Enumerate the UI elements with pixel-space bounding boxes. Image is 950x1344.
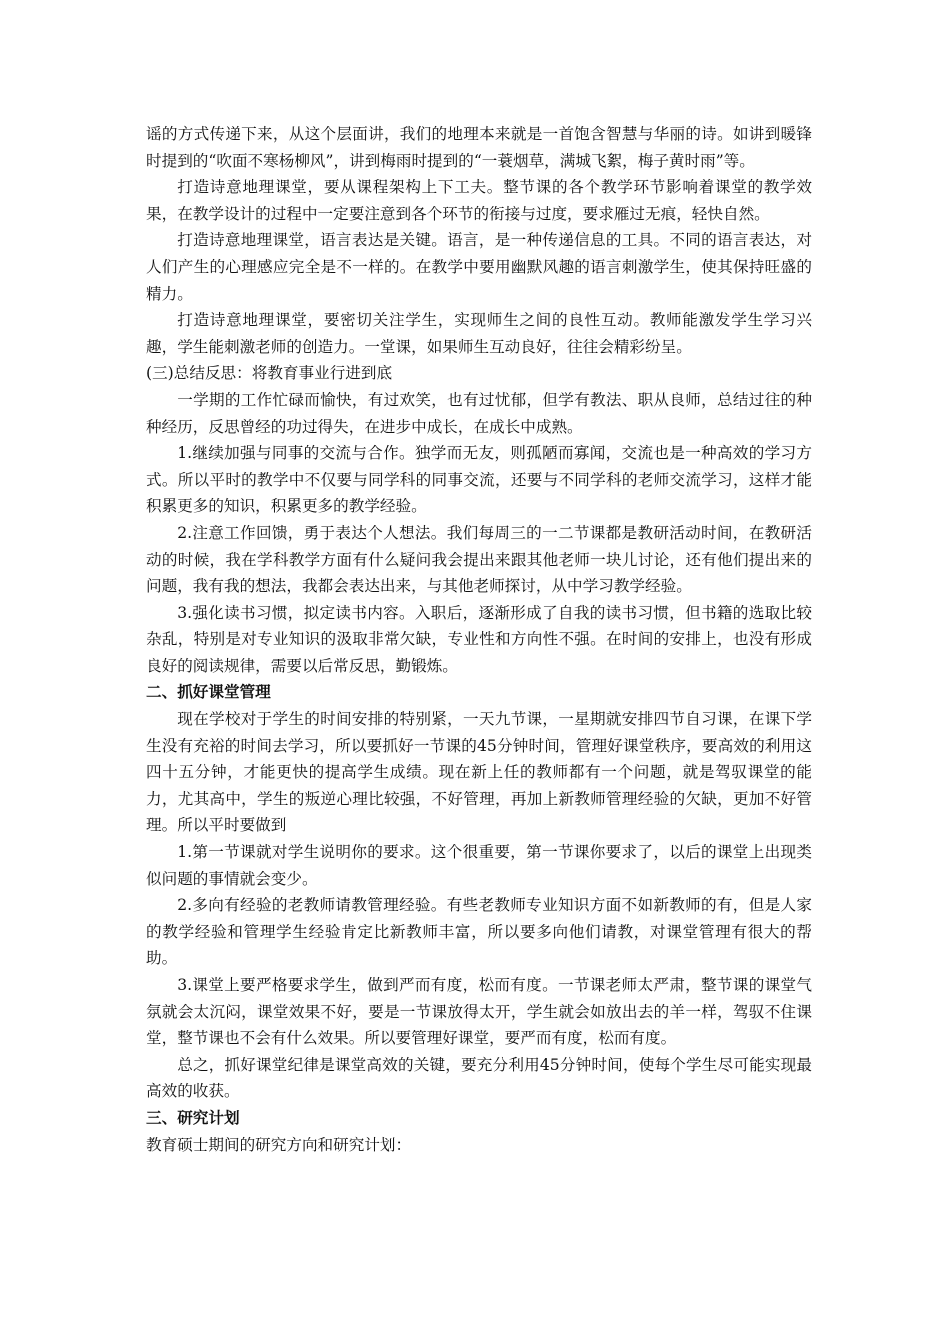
paragraph-student-interaction: 打造诗意地理课堂，要密切关注学生，实现师生之间的良性互动。教师能激发学生学习兴趣，学生能刺激老师的创造力。一堂课，如果师生互动良好，往往会精彩纷呈。 (146, 311, 812, 356)
paragraph-language-expression: 打造诗意地理课堂，语言表达是关键。语言，是一种传递信息的工具。不同的语言表达，对人们产生的心理感应完全是不一样的。在教学中要用幽默风趣的语言刺激学生，使其保持旺盛的精力。 (146, 231, 812, 303)
paragraph-management-item-1: 1.第一节课就对学生说明你的要求。这个很重要，第一节课你要求了，以后的课堂上出现类似问题的事情就会变少。 (146, 843, 812, 888)
section-heading-research-plan: 三、研究计划 (146, 1107, 240, 1127)
paragraph-management-item-3: 3.课堂上要严格要求学生，做到严而有度，松而有度。一节课老师太严肃，整节课的课堂气氛就会太沉闷，课堂效果不好，要是一节课放得太开，学生就会如放出去的羊一样，驾驭不住课堂，整节课也不会有什么效果。所以要管理好课堂，要严而有度，松而有度。 (146, 976, 812, 1048)
paragraph-management-conclusion: 总之，抓好课堂纪律是课堂高效的关键，要充分利用45分钟时间，使每个学生尽可能实现最高效的收获。 (146, 1055, 812, 1101)
paragraph-management-item-2: 2.多向有经验的老教师请教管理经验。有些老教师专业知识方面不如新教师的有，但是人家的教学经验和管理学生经验肯定比新教师丰富，所以要多向他们请教，对课堂管理有很大的帮助。 (146, 896, 812, 968)
subheading-summary-reflection: (三)总结反思：将教育事业行进到底 (146, 364, 393, 383)
paragraph-reflection-item-1: 1.继续加强与同事的交流与合作。独学而无友，则孤陋而寡闻，交流也是一种高效的学习方式。所以平时的教学中不仅要与同学科的同事交流，还要与不同学科的老师交流学习，这样才能积累更多的知识，积累更多的教学经验。 (146, 444, 812, 516)
paragraph-semester-summary: 一学期的工作忙碌而愉快，有过欢笑，也有过忧郁，但学有教法、职从良师，总结过往的种种经历，反思曾经的功过得失，在进步中成长，在成长中成熟。 (146, 390, 812, 436)
document-page (146, 121, 812, 1158)
paragraph-reflection-item-2: 2.注意工作回馈，勇于表达个人想法。我们每周三的一二节课都是教研活动时间，在教研活动的时候，我在学科教学方面有什么疑问我会提出来跟其他老师一块儿讨论，还有他们提出来的问题，我有我的想法，我都会表达出来，与其他老师探讨，从中学习教学经验。 (146, 523, 812, 596)
paragraph-reflection-item-3: 3.强化读书习惯，拟定读书内容。入职后，逐渐形成了自我的读书习惯，但书籍的选取比较杂乱，特别是对专业知识的汲取非常欠缺，专业性和方向性不强。在时间的安排上，也没有形成良好的阅读规律，需要以后常反思，勤锻炼。 (146, 603, 812, 675)
paragraph-management-intro: 现在学校对于学生的时间安排的特别紧，一天九节课，一星期就安排四节自习课，在课下学生没有充裕的时间去学习，所以要抓好一节课的45分钟时间，管理好课堂秩序，要高效的利用这四十五分钟，才能更快的提高学生成绩。现在新上任的教师都有一个问题，就是驾驭课堂的能力，尤其高中，学生的叛逆心理比较强，不好管理，再加上新教师管理经验的欠缺，更加不好管理。所以平时要做到 (146, 710, 812, 835)
paragraph-poetry-intro: 谣的方式传递下来，从这个层面讲，我们的地理本来就是一首饱含智慧与华丽的诗。如讲到暖锋时提到的“吹面不寒杨柳风”，讲到梅雨时提到的“一蓑烟草，满城飞絮，梅子黄时雨”等。 (146, 125, 812, 170)
section-heading-classroom-management: 二、抓好课堂管理 (146, 682, 271, 702)
paragraph-research-plan-intro: 教育硕士期间的研究方向和研究计划： (146, 1135, 412, 1154)
paragraph-course-structure: 打造诗意地理课堂，要从课程架构上下工夫。整节课的各个教学环节影响着课堂的教学效果，在教学设计的过程中一定要注意到各个环节的衔接与过度，要求雁过无痕，轻快自然。 (146, 178, 812, 223)
